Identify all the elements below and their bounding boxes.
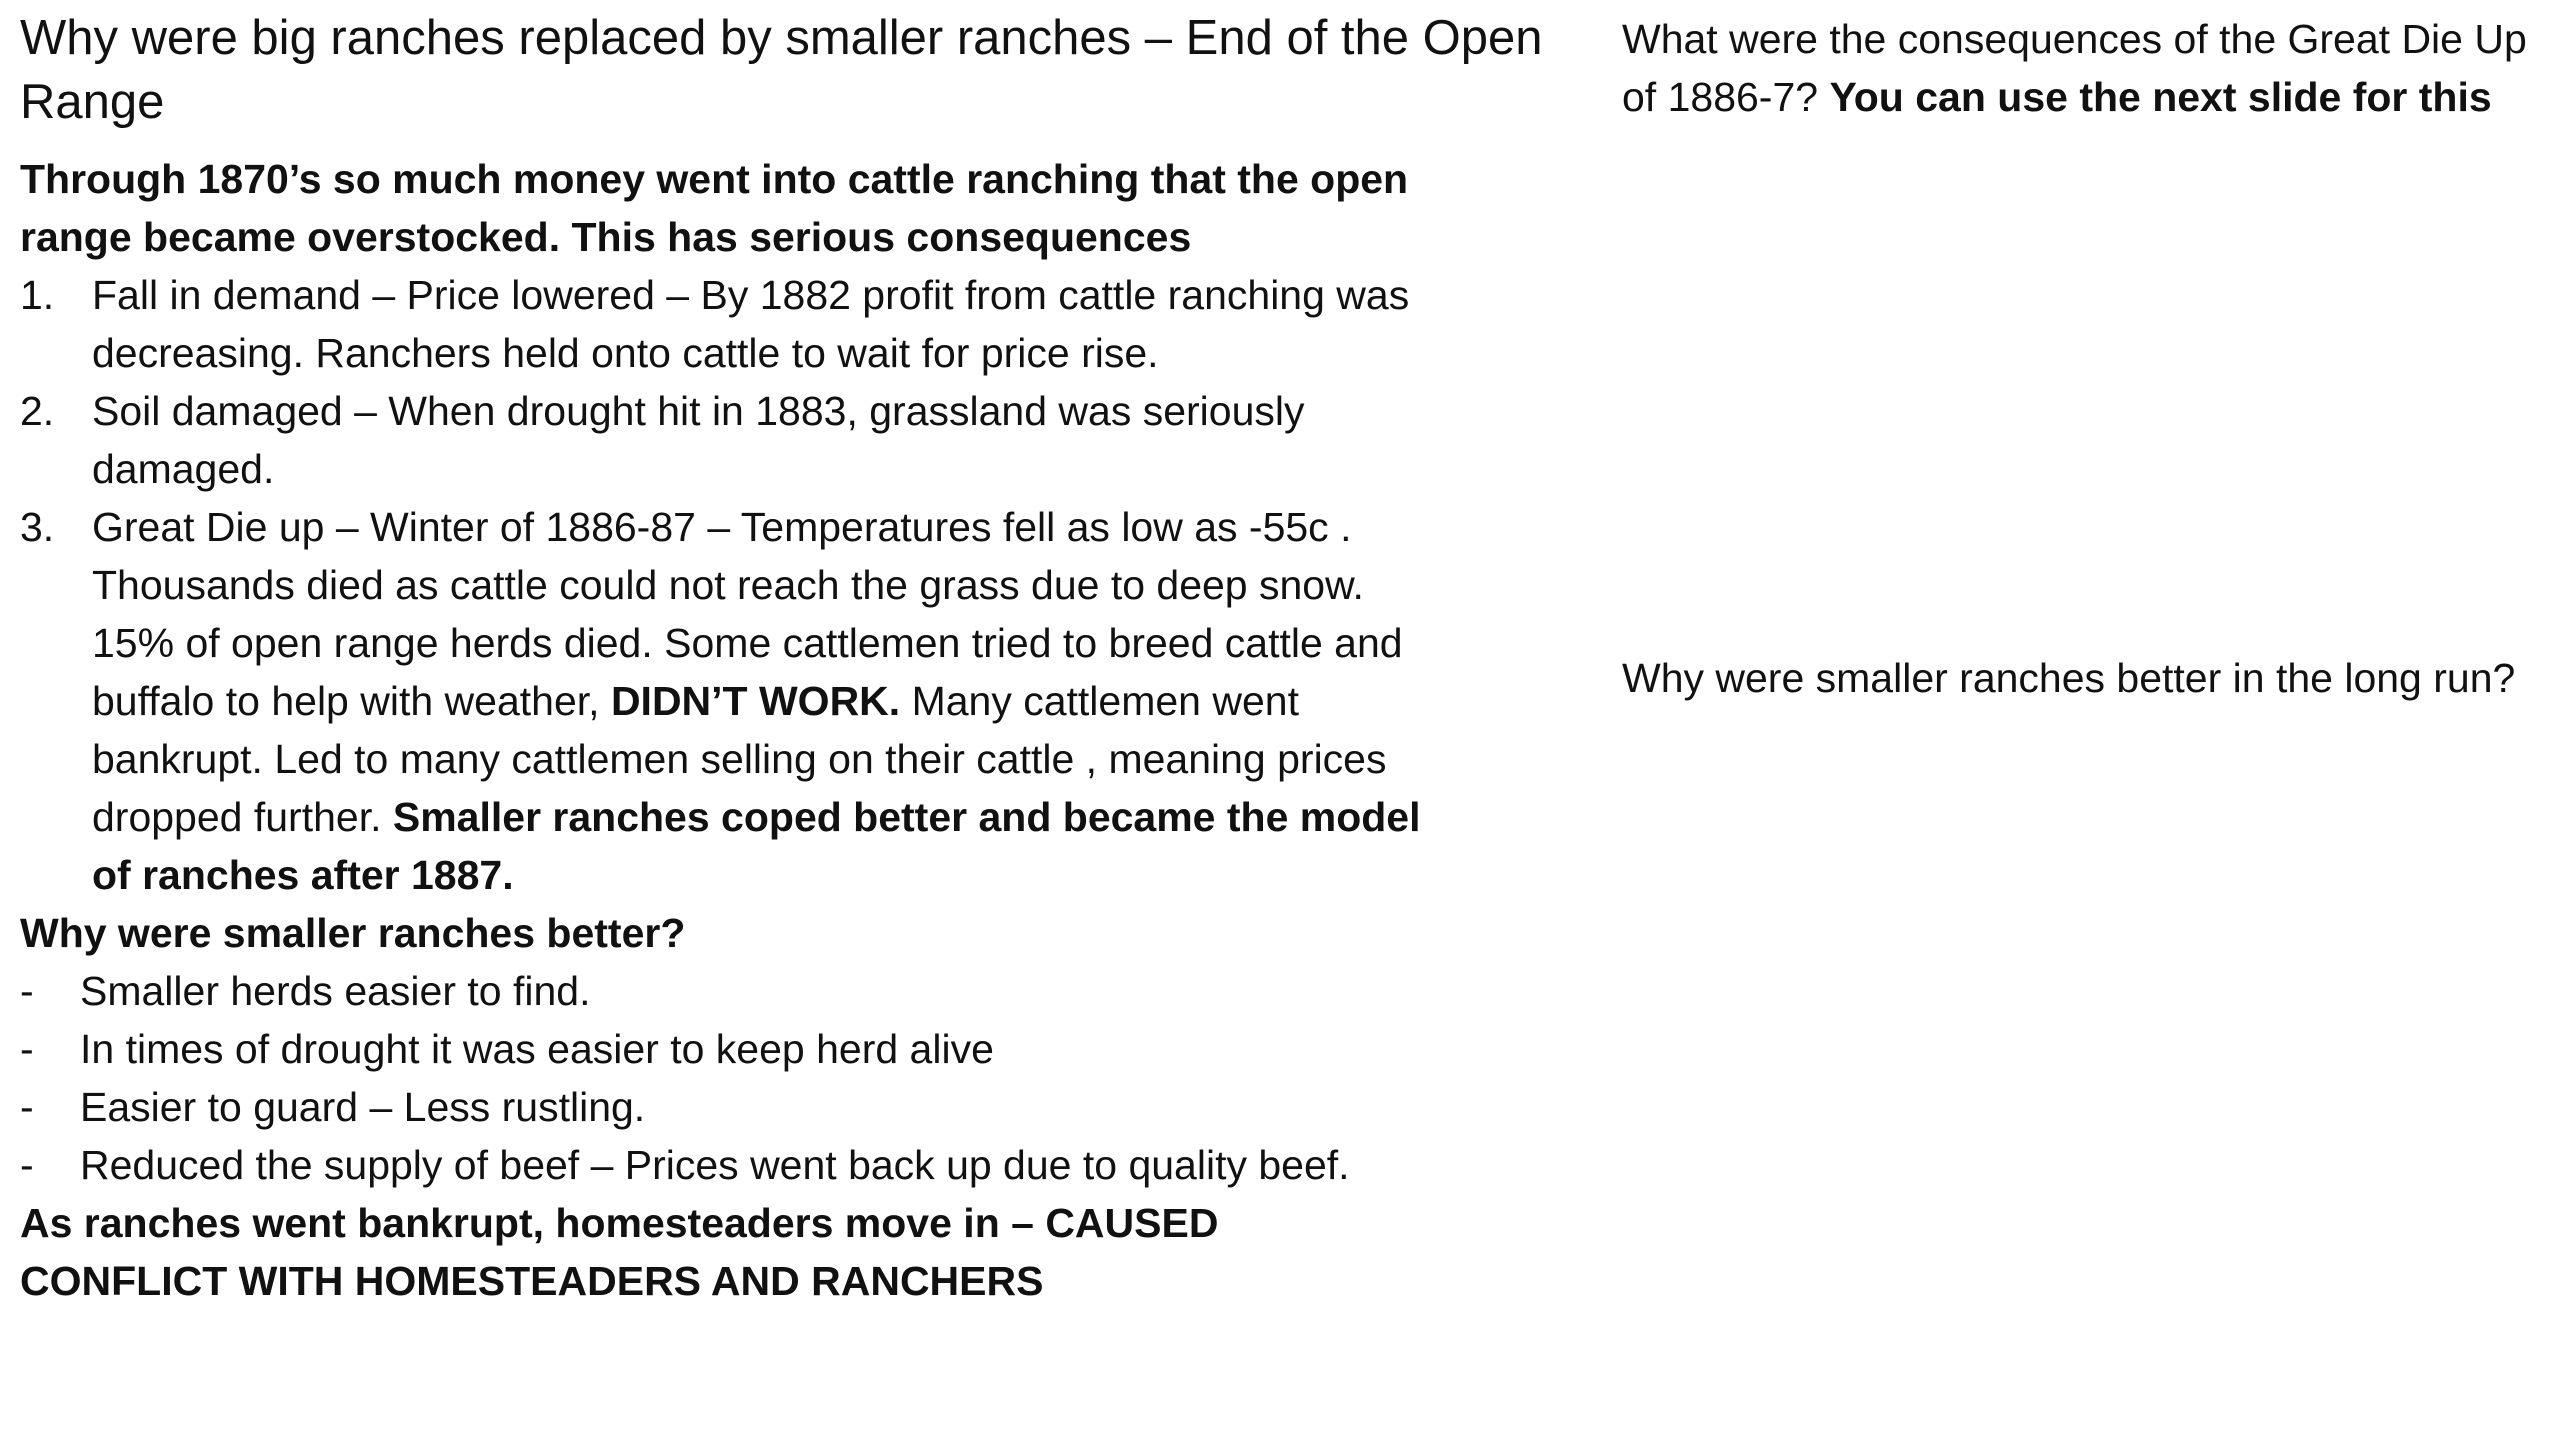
slide-title: Why were big ranches replaced by smaller ranches – End of the Open Range bbox=[20, 11, 1543, 129]
list-item bbox=[20, 1078, 1370, 1136]
dash-marker: - bbox=[20, 1026, 34, 1072]
list-item-text: Easier to guard – Less rustling. bbox=[80, 1084, 646, 1130]
list-item-conclusion: Smaller ranches coped better and became the model of ranches after 1887. bbox=[92, 794, 1421, 898]
dash-marker: - bbox=[20, 1084, 34, 1130]
closing-statement: As ranches went bankrupt, homesteaders move in – CAUSED CONFLICT WITH HOMESTEADERS AND RANCHERS bbox=[20, 1200, 1219, 1304]
consequences-list bbox=[20, 266, 1440, 904]
list-item bbox=[20, 962, 1370, 1020]
list-item bbox=[20, 498, 1440, 904]
list-item-text: Soil damaged – When drought hit in 1883, grassland was seriously damaged. bbox=[92, 388, 1305, 492]
list-item-text: Smaller herds easier to find. bbox=[80, 968, 591, 1014]
reasons-list bbox=[20, 962, 1370, 1194]
list-item bbox=[20, 1020, 1370, 1078]
section-subheading: Why were smaller ranches better? bbox=[20, 910, 686, 956]
question-prompt: What were the consequences of the Great Die Up of 1886-7? bbox=[1622, 16, 2527, 120]
dash-marker: - bbox=[20, 968, 34, 1014]
list-number: 3. bbox=[20, 504, 55, 550]
list-item-emphasis: DIDN’T WORK. bbox=[610, 678, 901, 724]
question-1 bbox=[1622, 10, 2542, 126]
list-item bbox=[20, 1136, 1370, 1194]
list-item-text-continued: Many cattlemen went bankrupt. Led to many cattlemen selling on their cattle , meaning prices dropped further. bbox=[92, 678, 1387, 840]
intro-paragraph: Through 1870’s so much money went into cattle ranching that the open range became overstocked. This has serious consequences bbox=[20, 156, 1409, 260]
list-item bbox=[20, 382, 1440, 498]
list-number: 1. bbox=[20, 272, 55, 318]
question-text bbox=[1622, 10, 2542, 126]
dash-marker: - bbox=[20, 1142, 34, 1188]
list-item-text: Fall in demand – Price lowered – By 1882 profit from cattle ranching was decreasing. Ranchers held onto cattle to wait for price rise. bbox=[92, 272, 1410, 376]
question-hint: You can use the next slide for this bbox=[1829, 74, 2492, 120]
notes-column bbox=[20, 6, 1580, 1310]
list-item-text: Reduced the supply of beef – Prices went back up due to quality beef. bbox=[80, 1142, 1350, 1188]
list-number: 2. bbox=[20, 388, 55, 434]
list-item-text: In times of drought it was easier to keep herd alive bbox=[80, 1026, 994, 1072]
list-item-text: Great Die up – Winter of 1886-87 – Temperatures fell as low as -55c . Thousands died as cattle could not reach the grass due to deep snow. 15% of open range herds died. Some cattlemen tried to breed cattle and buffalo to help with weather, bbox=[92, 504, 1403, 724]
list-item bbox=[20, 266, 1440, 382]
question-2 bbox=[1622, 649, 2542, 707]
question-text: Why were smaller ranches better in the long run? bbox=[1622, 655, 2516, 701]
notes-body bbox=[20, 150, 1580, 1310]
